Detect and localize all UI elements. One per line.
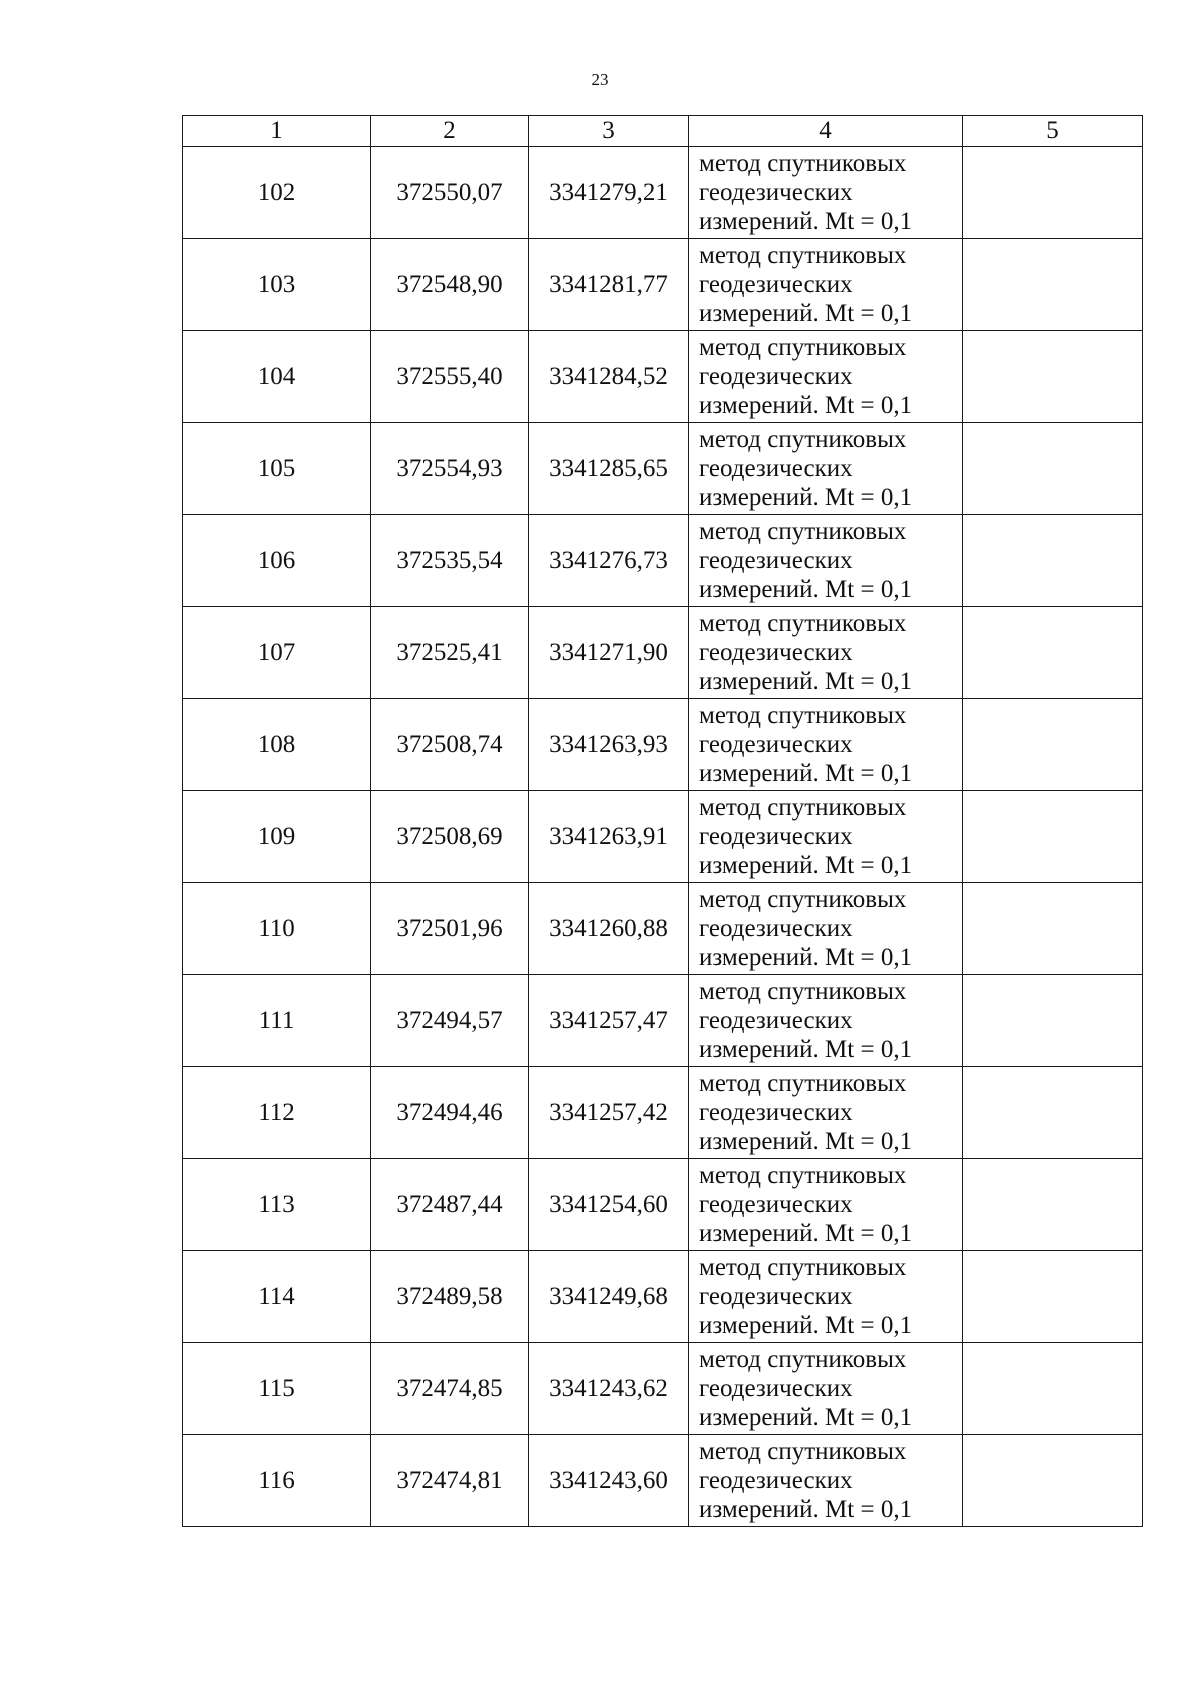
note-cell bbox=[963, 1343, 1143, 1435]
point-id-cell: 103 bbox=[183, 239, 371, 331]
method-cell: метод спутниковых геодезических измерений. Mt = 0,1 bbox=[689, 331, 963, 423]
method-cell: метод спутниковых геодезических измерений. Mt = 0,1 bbox=[689, 515, 963, 607]
method-cell: метод спутниковых геодезических измерений. Mt = 0,1 bbox=[689, 607, 963, 699]
point-id-cell: 115 bbox=[183, 1343, 371, 1435]
table-row bbox=[183, 147, 1143, 239]
method-cell: метод спутниковых геодезических измерений. Mt = 0,1 bbox=[689, 1343, 963, 1435]
y-coordinate-cell: 3341263,93 bbox=[529, 699, 689, 791]
method-cell: метод спутниковых геодезических измерений. Mt = 0,1 bbox=[689, 239, 963, 331]
point-id-cell: 102 bbox=[183, 147, 371, 239]
point-id-cell: 104 bbox=[183, 331, 371, 423]
y-coordinate-cell: 3341284,52 bbox=[529, 331, 689, 423]
column-header: 3 bbox=[529, 116, 689, 147]
table-row bbox=[183, 515, 1143, 607]
y-coordinate-cell: 3341276,73 bbox=[529, 515, 689, 607]
table-row bbox=[183, 331, 1143, 423]
method-cell: метод спутниковых геодезических измерений. Mt = 0,1 bbox=[689, 423, 963, 515]
x-coordinate-cell: 372474,81 bbox=[371, 1435, 529, 1527]
point-id-cell: 114 bbox=[183, 1251, 371, 1343]
table-header-row bbox=[183, 116, 1143, 147]
x-coordinate-cell: 372487,44 bbox=[371, 1159, 529, 1251]
note-cell bbox=[963, 331, 1143, 423]
y-coordinate-cell: 3341260,88 bbox=[529, 883, 689, 975]
y-coordinate-cell: 3341271,90 bbox=[529, 607, 689, 699]
table-row bbox=[183, 975, 1143, 1067]
x-coordinate-cell: 372474,85 bbox=[371, 1343, 529, 1435]
y-coordinate-cell: 3341285,65 bbox=[529, 423, 689, 515]
method-cell: метод спутниковых геодезических измерений. Mt = 0,1 bbox=[689, 1251, 963, 1343]
note-cell bbox=[963, 699, 1143, 791]
coordinates-table bbox=[182, 115, 1143, 1527]
x-coordinate-cell: 372508,74 bbox=[371, 699, 529, 791]
y-coordinate-cell: 3341243,62 bbox=[529, 1343, 689, 1435]
note-cell bbox=[963, 791, 1143, 883]
x-coordinate-cell: 372548,90 bbox=[371, 239, 529, 331]
note-cell bbox=[963, 515, 1143, 607]
table-row bbox=[183, 423, 1143, 515]
column-header: 5 bbox=[963, 116, 1143, 147]
table-body bbox=[183, 147, 1143, 1527]
table-row bbox=[183, 1159, 1143, 1251]
x-coordinate-cell: 372489,58 bbox=[371, 1251, 529, 1343]
note-cell bbox=[963, 883, 1143, 975]
table-row bbox=[183, 1435, 1143, 1527]
method-cell: метод спутниковых геодезических измерений. Mt = 0,1 bbox=[689, 975, 963, 1067]
note-cell bbox=[963, 1435, 1143, 1527]
method-cell: метод спутниковых геодезических измерений. Mt = 0,1 bbox=[689, 883, 963, 975]
method-cell: метод спутниковых геодезических измерений. Mt = 0,1 bbox=[689, 147, 963, 239]
method-cell: метод спутниковых геодезических измерений. Mt = 0,1 bbox=[689, 1435, 963, 1527]
point-id-cell: 111 bbox=[183, 975, 371, 1067]
point-id-cell: 110 bbox=[183, 883, 371, 975]
column-header: 4 bbox=[689, 116, 963, 147]
point-id-cell: 109 bbox=[183, 791, 371, 883]
x-coordinate-cell: 372550,07 bbox=[371, 147, 529, 239]
x-coordinate-cell: 372554,93 bbox=[371, 423, 529, 515]
note-cell bbox=[963, 239, 1143, 331]
note-cell bbox=[963, 147, 1143, 239]
y-coordinate-cell: 3341257,47 bbox=[529, 975, 689, 1067]
method-cell: метод спутниковых геодезических измерений. Mt = 0,1 bbox=[689, 699, 963, 791]
point-id-cell: 112 bbox=[183, 1067, 371, 1159]
y-coordinate-cell: 3341257,42 bbox=[529, 1067, 689, 1159]
x-coordinate-cell: 372525,41 bbox=[371, 607, 529, 699]
column-header: 2 bbox=[371, 116, 529, 147]
x-coordinate-cell: 372494,57 bbox=[371, 975, 529, 1067]
y-coordinate-cell: 3341281,77 bbox=[529, 239, 689, 331]
table-row bbox=[183, 239, 1143, 331]
point-id-cell: 107 bbox=[183, 607, 371, 699]
table-row bbox=[183, 1343, 1143, 1435]
table-row bbox=[183, 1067, 1143, 1159]
x-coordinate-cell: 372555,40 bbox=[371, 331, 529, 423]
note-cell bbox=[963, 1251, 1143, 1343]
page-number: 23 bbox=[591, 70, 609, 89]
table-row bbox=[183, 699, 1143, 791]
x-coordinate-cell: 372494,46 bbox=[371, 1067, 529, 1159]
point-id-cell: 108 bbox=[183, 699, 371, 791]
method-cell: метод спутниковых геодезических измерений. Mt = 0,1 bbox=[689, 1067, 963, 1159]
table-row bbox=[183, 791, 1143, 883]
table-row bbox=[183, 607, 1143, 699]
note-cell bbox=[963, 975, 1143, 1067]
y-coordinate-cell: 3341249,68 bbox=[529, 1251, 689, 1343]
point-id-cell: 113 bbox=[183, 1159, 371, 1251]
note-cell bbox=[963, 607, 1143, 699]
table-row bbox=[183, 1251, 1143, 1343]
point-id-cell: 106 bbox=[183, 515, 371, 607]
y-coordinate-cell: 3341279,21 bbox=[529, 147, 689, 239]
x-coordinate-cell: 372501,96 bbox=[371, 883, 529, 975]
x-coordinate-cell: 372535,54 bbox=[371, 515, 529, 607]
x-coordinate-cell: 372508,69 bbox=[371, 791, 529, 883]
method-cell: метод спутниковых геодезических измерений. Mt = 0,1 bbox=[689, 791, 963, 883]
y-coordinate-cell: 3341263,91 bbox=[529, 791, 689, 883]
note-cell bbox=[963, 1067, 1143, 1159]
method-cell: метод спутниковых геодезических измерений. Mt = 0,1 bbox=[689, 1159, 963, 1251]
y-coordinate-cell: 3341254,60 bbox=[529, 1159, 689, 1251]
table-row bbox=[183, 883, 1143, 975]
point-id-cell: 116 bbox=[183, 1435, 371, 1527]
y-coordinate-cell: 3341243,60 bbox=[529, 1435, 689, 1527]
note-cell bbox=[963, 1159, 1143, 1251]
note-cell bbox=[963, 423, 1143, 515]
column-header: 1 bbox=[183, 116, 371, 147]
point-id-cell: 105 bbox=[183, 423, 371, 515]
